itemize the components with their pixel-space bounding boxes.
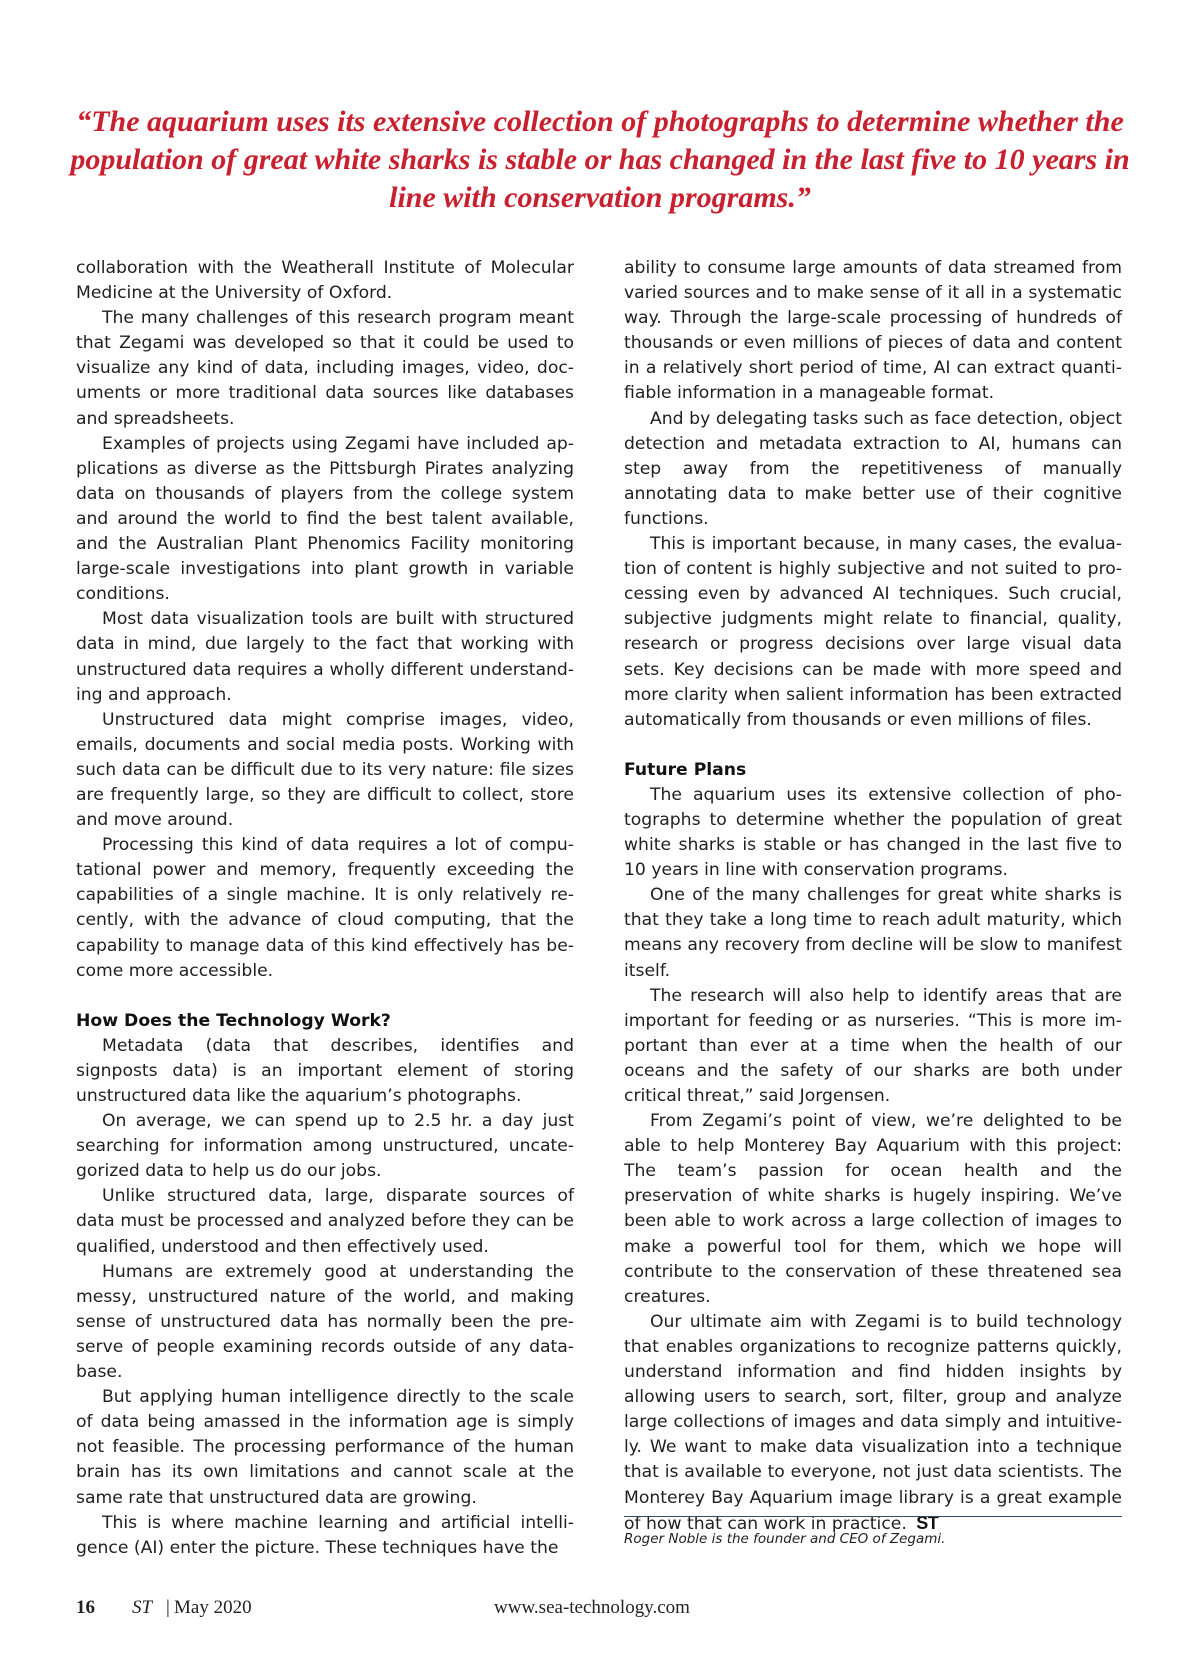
paragraph: Most data visualization tools are built with structured data in mind, due largely to the fact that working with unstructured data requires a wholly different understanding and approach. [76,609,574,705]
page-footer [0,1597,1200,1627]
paragraph: collaboration with the Weatherall Institute of Molecular Medicine at the University of Oxford. [76,258,574,304]
left-column [76,256,574,1561]
footer-separator: | [166,1597,170,1618]
paragraph: Metadata (data that describes, identifies and signposts data) is an important element of storing unstructured data like the aquarium’s photographs. [76,1035,574,1106]
paragraph: Unlike structured data, large, disparate sources of data must be processed and analyzed before they can be qualified, understood and then effectively used. [76,1186,574,1257]
paragraph: On average, we can spend up to 2.5 hr. a day just searching for information among unstructured, uncategorized data to help us do our jobs. [76,1111,574,1182]
section-heading-how-it-works: How Does the Technology Work? [76,1010,391,1031]
right-column [624,256,1122,1537]
paragraph: Unstructured data might comprise images, video, emails, documents and social media posts. Working with such data can be difficult due to its very nature: file sizes are frequently large, so they are difficult to collect, store and move around. [76,709,574,831]
pull-quote: “The aquarium uses its extensive collection of photographs to determine whether the population of great white sharks is stable or has changed in the last five to 10 years in line with conservation programs.” [70,105,1130,214]
bio-divider [624,1516,1122,1517]
paragraph-final-text: Our ultimate aim with Zegami is to build technology that enables organizations to recognize patterns quickly, understand information and find hidden insights by allowing users to search, sort, filter, group and analyze large collections of images and data simply and intuitively. We want to make data visualization into a technique that is available to everyone, not just data scientists. The Monterey Bay Aquarium image library is a great example of how that can work in practice. [624,1311,1122,1534]
paragraph: The aquarium uses its extensive collection of photographs to determine whether the population of great white sharks is stable or has changed in the last five to 10 years in line with conservation programs. [624,784,1122,881]
paragraph: This is important because, in many cases, the evaluation of content is highly subjective and not suited to processing even by advanced AI techniques. Such crucial, subjective judgments might relate to financial, quality, research or progress decisions over large visual data sets. Key decisions can be made with more speed and more clarity when salient information has been extracted automatically from thousands or even millions of files. [624,534,1122,730]
paragraph: One of the many challenges for great white sharks is that they take a long time to reach adult maturity, which means any recovery from decline will be slow to manifest itself. [624,885,1122,981]
paragraph: Examples of projects using Zegami have included applications as diverse as the Pittsburgh Pirates analyzing data on thousands of players from the college system and around the world to find the best talent available, and the Australian Plant Phenomics Facility monitoring large-scale investigations into plant growth in variable conditions. [76,433,574,605]
paragraph: Humans are extremely good at understanding the messy, unstructured nature of the world, and making sense of unstructured data has normally been the preserve of people examining records outside of any database. [76,1261,574,1383]
section-heading-future-plans: Future Plans [624,759,747,780]
issue-date: May 2020 [174,1597,252,1618]
paragraph: The research will also help to identify areas that are important for feeding or as nurseries. “This is more important than ever at a time when the health of our oceans and the safety of our sharks are both under critical threat,” said Jorgensen. [624,985,1122,1106]
paragraph: ability to consume large amounts of data streamed from varied sources and to make sense of it all in a systematic way. Through the large-scale processing of hundreds of thousands or even millions of pieces of data and content in a relatively short period of time, AI can extract quantifiable information in a manageable format. [624,258,1122,404]
paragraph: This is where machine learning and artificial intelligence (AI) enter the picture. These techniques have the [76,1512,574,1558]
paragraph-final [624,1310,1122,1537]
publication-name: ST [132,1597,153,1618]
website-link[interactable]: www.sea-technology.com [494,1597,690,1618]
paragraph: From Zegami’s point of view, we’re delighted to be able to help Monterey Bay Aquarium with this project: The team’s passion for ocean health and the preservation of white sharks is hugely inspiring. We’ve been able to work across a large collection of images to make a powerful tool for them, which we hope will contribute to the conservation of these threatened sea creatures. [624,1111,1122,1307]
page-number: 16 [76,1597,95,1618]
paragraph: Processing this kind of data requires a lot of computational power and memory, frequently exceeding the capabilities of a single machine. It is only relatively recently, with the advance of cloud computing, that the capability to manage data of this kind effectively has become more accessible. [76,835,574,981]
paragraph: The many challenges of this research program meant that Zegami was developed so that it could be used to visualize any kind of data, including images, video, documents or more traditional data sources like databases and spreadsheets. [76,308,574,429]
paragraph: But applying human intelligence directly to the scale of data being amassed in the information age is simply not feasible. The processing performance of the human brain has its own limitations and cannot scale at the same rate that unstructured data are growing. [76,1387,574,1508]
author-bio: Roger Noble is the founder and CEO of Zegami. [624,1531,946,1547]
end-mark: ST [916,1512,939,1533]
paragraph: And by delegating tasks such as face detection, object detection and metadata extraction to AI, humans can step away from the repetitiveness of manually annotating data to make better use of their cognitive functions. [624,408,1122,529]
